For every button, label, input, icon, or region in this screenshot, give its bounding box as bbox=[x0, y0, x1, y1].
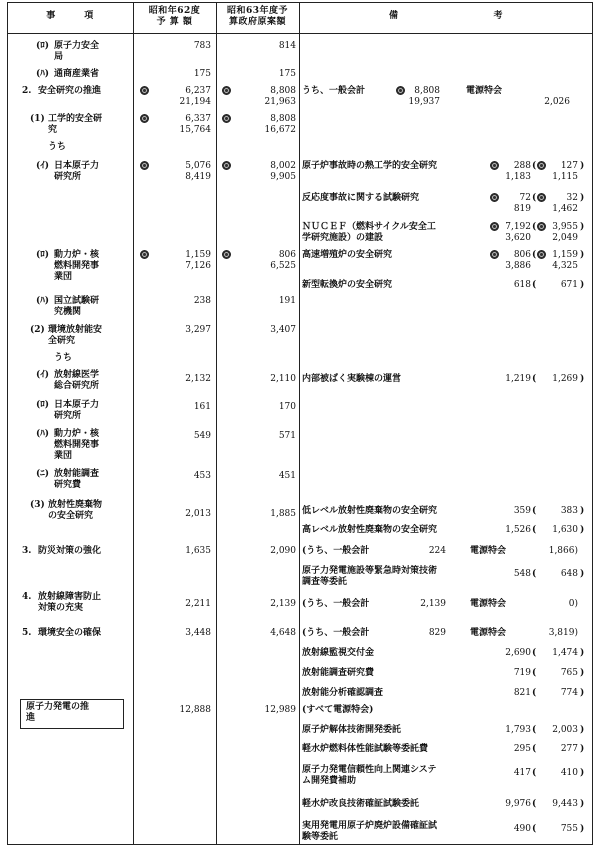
remark-value: 671 bbox=[560, 280, 578, 290]
paren: ) bbox=[580, 506, 585, 516]
fy63-value: 191 bbox=[278, 296, 296, 306]
column-divider bbox=[299, 2, 300, 845]
fy62-value: 161 bbox=[193, 402, 211, 412]
remark-value: 32 bbox=[566, 193, 578, 203]
remark-value: 3,620 bbox=[505, 233, 531, 243]
row-label: 日本原子力 bbox=[54, 161, 100, 171]
fy62-value: 6,337 bbox=[185, 114, 211, 124]
row-mark: 5. bbox=[22, 628, 32, 638]
paren: ( bbox=[532, 161, 537, 171]
fy62-value: 2,132 bbox=[185, 374, 211, 384]
fy63-value: 8,808 bbox=[270, 86, 296, 96]
electric-fund-mark bbox=[140, 114, 149, 123]
row-label: うち bbox=[54, 353, 73, 363]
row-mark: (ﾛ) bbox=[36, 400, 50, 410]
header-divider bbox=[7, 33, 593, 34]
paren: ( bbox=[532, 506, 537, 516]
paren: ) bbox=[580, 222, 585, 232]
remark-text: 放射能分析確認調査 bbox=[302, 688, 384, 698]
row-label: 局 bbox=[54, 52, 64, 62]
remark-value: 4,325 bbox=[552, 261, 578, 271]
remark-value: 383 bbox=[560, 506, 578, 516]
row-label: 動力炉・核 bbox=[54, 429, 100, 439]
header-fy63-line2: 算政府原案額 bbox=[228, 17, 286, 27]
row-label: 放射線障害防止 bbox=[38, 592, 102, 602]
paren: ( bbox=[532, 744, 537, 754]
paren: ) bbox=[580, 668, 585, 678]
fy63-value: 2,139 bbox=[270, 599, 296, 609]
header-fy62-line2: 予 算 額 bbox=[156, 17, 193, 27]
row-label: 動力炉・核 bbox=[54, 250, 100, 260]
fy63-value: 6,525 bbox=[270, 261, 296, 271]
remark-value: 1,793 bbox=[505, 725, 531, 735]
paren: ) bbox=[580, 799, 585, 809]
fy62-value: 453 bbox=[193, 471, 211, 481]
remark-text: 内部被ばく実験棟の運営 bbox=[302, 374, 402, 384]
remark-text: 調査等委託 bbox=[302, 577, 348, 587]
paren: ( bbox=[532, 725, 537, 735]
fy62-value: 15,764 bbox=[179, 125, 211, 135]
fy62-value: 549 bbox=[193, 431, 211, 441]
remark-value: 821 bbox=[513, 688, 531, 698]
remark-value: 774 bbox=[560, 688, 578, 698]
paren: ) bbox=[580, 768, 585, 778]
fy63-value: 451 bbox=[278, 471, 296, 481]
row-mark: (ｲ) bbox=[36, 370, 50, 380]
fy63-value: 3,407 bbox=[270, 325, 296, 335]
row-label: 防災対策の強化 bbox=[38, 546, 102, 556]
row-mark: (ﾊ) bbox=[36, 429, 50, 439]
remark-value: 410 bbox=[560, 768, 578, 778]
fy62-value: 7,126 bbox=[185, 261, 211, 271]
paren: ( bbox=[532, 768, 537, 778]
remark-value: 1,630 bbox=[552, 525, 578, 535]
row-label: 通商産業省 bbox=[54, 69, 100, 79]
section-title: 進 bbox=[26, 713, 36, 723]
paren: ) bbox=[580, 250, 585, 260]
fy63-value: 8,808 bbox=[270, 114, 296, 124]
remark-text: 験等委託 bbox=[302, 832, 339, 842]
fy62-value: 3,448 bbox=[185, 628, 211, 638]
fy63-value: 12,989 bbox=[264, 705, 296, 715]
row-mark: 2. bbox=[22, 86, 32, 96]
paren: ( bbox=[532, 374, 537, 384]
paren: ) bbox=[580, 525, 585, 535]
row-label: 環境安全の確保 bbox=[38, 628, 102, 638]
fy62-value: 5,076 bbox=[185, 161, 211, 171]
fy62-value: 238 bbox=[193, 296, 211, 306]
remark-text: 放射線監視交付金 bbox=[302, 648, 375, 658]
header-item: 事 項 bbox=[46, 11, 94, 21]
remark-value: 1,526 bbox=[505, 525, 531, 535]
fy62-value: 2,013 bbox=[185, 509, 211, 519]
remark-text: (うち、一般会計 bbox=[302, 599, 370, 609]
electric-fund-mark bbox=[222, 86, 231, 95]
row-mark: (2) bbox=[30, 325, 45, 335]
electric-fund-mark bbox=[140, 250, 149, 259]
fy63-value: 170 bbox=[278, 402, 296, 412]
remark-text: 軽水炉燃料体性能試験等委託費 bbox=[302, 744, 429, 754]
row-mark: (ﾆ) bbox=[36, 469, 50, 479]
row-mark: (3) bbox=[30, 500, 45, 510]
fy63-value: 1,885 bbox=[270, 509, 296, 519]
remark-value: 72 bbox=[519, 193, 531, 203]
fy63-value: 9,905 bbox=[270, 172, 296, 182]
remark-value: 1,269 bbox=[552, 374, 578, 384]
fy63-value: 21,963 bbox=[264, 97, 296, 107]
electric-fund-mark bbox=[140, 86, 149, 95]
paren: ) bbox=[580, 374, 585, 384]
remark-value: 1,183 bbox=[505, 172, 531, 182]
row-label: 燃料開発事 bbox=[54, 261, 100, 271]
remark-value: 548 bbox=[513, 569, 531, 579]
fy63-value: 2,110 bbox=[270, 374, 296, 384]
paren: ) bbox=[580, 725, 585, 735]
remark-value: 1,219 bbox=[505, 374, 531, 384]
row-label: 放射能調査 bbox=[54, 469, 100, 479]
remark-text: 新型転換炉の安全研究 bbox=[302, 280, 393, 290]
remark-text: 電源特会 bbox=[470, 628, 507, 638]
row-mark: (ﾊ) bbox=[36, 296, 50, 306]
paren: ) bbox=[580, 161, 585, 171]
row-label: 燃料開発事 bbox=[54, 440, 100, 450]
row-label: 研究所 bbox=[54, 172, 82, 182]
remark-value: 765 bbox=[560, 668, 578, 678]
remark-value: 719 bbox=[513, 668, 531, 678]
electric-fund-mark bbox=[490, 222, 499, 231]
remark-value: 806 bbox=[513, 250, 531, 260]
header-remarks: 備 考 bbox=[388, 11, 503, 21]
remark-text: (うち、一般会計 bbox=[302, 546, 370, 556]
row-label: 究 bbox=[48, 125, 58, 135]
electric-fund-mark bbox=[537, 161, 546, 170]
fy62-value: 21,194 bbox=[179, 97, 211, 107]
paren: ( bbox=[532, 569, 537, 579]
remark-value: 3,955 bbox=[552, 222, 578, 232]
remark-value: 127 bbox=[560, 161, 578, 171]
remark-text: 学研究施設）の建設 bbox=[302, 233, 384, 243]
remark-value: 829 bbox=[428, 628, 446, 638]
remark-value: 7,192 bbox=[505, 222, 531, 232]
remark-text: 電源特会 bbox=[466, 86, 503, 96]
row-mark: 3. bbox=[22, 546, 32, 556]
header-fy63-line1: 昭和63年度予 bbox=[226, 6, 289, 16]
remark-text: 軽水炉改良技術確証試験委託 bbox=[302, 799, 420, 809]
row-mark: (ｲ) bbox=[36, 161, 50, 171]
remark-value: 3,819) bbox=[548, 628, 578, 638]
electric-fund-mark bbox=[537, 222, 546, 231]
fy62-value: 6,237 bbox=[185, 86, 211, 96]
remark-text: 低レベル放射性廃棄物の安全研究 bbox=[302, 506, 438, 516]
remark-text: 高レベル放射性廃棄物の安全研究 bbox=[302, 525, 438, 535]
remark-text: ＮＵＣＥＦ（燃料サイクル安全工 bbox=[302, 222, 436, 232]
fy63-value: 571 bbox=[278, 431, 296, 441]
row-mark: 4. bbox=[22, 592, 32, 602]
paren: ) bbox=[580, 824, 585, 834]
row-label: 究機関 bbox=[54, 307, 82, 317]
paren: ) bbox=[580, 280, 585, 290]
remark-text: 原子力発電施設等緊急時対策技術 bbox=[302, 566, 438, 576]
remark-value: 1,866) bbox=[548, 546, 578, 556]
remark-text: 原子力発電信頼性向上関連システ bbox=[302, 765, 437, 775]
row-label: 環境放射能安 bbox=[48, 325, 103, 335]
fy62-value: 8,419 bbox=[185, 172, 211, 182]
remark-text: うち、一般会計 bbox=[302, 86, 366, 96]
row-label: の安全研究 bbox=[48, 511, 94, 521]
column-divider bbox=[216, 2, 217, 845]
fy63-value: 4,648 bbox=[270, 628, 296, 638]
paren: ( bbox=[532, 668, 537, 678]
remark-text: 原子炉解体技術開発委託 bbox=[302, 725, 402, 735]
paren: ( bbox=[532, 280, 537, 290]
fy62-value: 3,297 bbox=[185, 325, 211, 335]
column-divider bbox=[133, 2, 134, 845]
row-mark: (1) bbox=[30, 114, 45, 124]
remark-value: 2,026 bbox=[544, 97, 570, 107]
remark-value: 2,049 bbox=[552, 233, 578, 243]
row-label: 対策の充実 bbox=[38, 603, 84, 613]
remark-value: 288 bbox=[513, 161, 531, 171]
remark-text: 放射能調査研究費 bbox=[302, 668, 375, 678]
row-label: 工学的安全研 bbox=[48, 114, 103, 124]
paren: ) bbox=[580, 744, 585, 754]
fy62-value: 175 bbox=[193, 69, 211, 79]
electric-fund-mark bbox=[537, 250, 546, 259]
header-fy62-line1: 昭和年62度 bbox=[148, 6, 201, 16]
row-label: 国立試験研 bbox=[54, 296, 100, 306]
row-label: 安全研究の推進 bbox=[38, 86, 102, 96]
remark-value: 0) bbox=[568, 599, 578, 609]
row-mark: (ﾊ) bbox=[36, 69, 50, 79]
row-mark: (ﾛ) bbox=[36, 41, 50, 51]
fy62-value: 12,888 bbox=[179, 705, 211, 715]
electric-fund-mark bbox=[222, 250, 231, 259]
paren: ) bbox=[580, 688, 585, 698]
remark-text: 電源特会 bbox=[470, 599, 507, 609]
row-label: 日本原子力 bbox=[54, 400, 100, 410]
remark-value: 648 bbox=[560, 569, 578, 579]
remark-text: 高速増殖炉の安全研究 bbox=[302, 250, 393, 260]
row-label: 総合研究所 bbox=[54, 381, 100, 391]
row-label: 研究所 bbox=[54, 411, 82, 421]
fy63-value: 175 bbox=[278, 69, 296, 79]
paren: ( bbox=[532, 824, 537, 834]
fy62-value: 1,635 bbox=[185, 546, 211, 556]
remark-text: 電源特会 bbox=[470, 546, 507, 556]
remark-value: 9,443 bbox=[552, 799, 578, 809]
electric-fund-mark bbox=[222, 161, 231, 170]
remark-value: 490 bbox=[513, 824, 531, 834]
fy63-value: 2,090 bbox=[270, 546, 296, 556]
fy63-value: 8,002 bbox=[270, 161, 296, 171]
row-label: 全研究 bbox=[48, 336, 76, 346]
remark-value: 2,139 bbox=[420, 599, 446, 609]
electric-fund-mark bbox=[490, 193, 499, 202]
paren: ( bbox=[532, 193, 537, 203]
remark-value: 19,937 bbox=[408, 97, 440, 107]
electric-fund-mark bbox=[140, 161, 149, 170]
electric-fund-mark bbox=[222, 114, 231, 123]
remark-value: 819 bbox=[513, 204, 531, 214]
remark-value: 1,462 bbox=[552, 204, 578, 214]
remark-value: 224 bbox=[428, 546, 446, 556]
remark-text: (うち、一般会計 bbox=[302, 628, 370, 638]
section-title: 原子力発電の推 bbox=[26, 702, 90, 712]
paren: ( bbox=[532, 648, 537, 658]
paren: ) bbox=[580, 648, 585, 658]
remark-text: 反応度事故に関する試験研究 bbox=[302, 193, 420, 203]
remark-value: 1,115 bbox=[552, 172, 578, 182]
paren: ) bbox=[580, 193, 585, 203]
fy63-value: 16,672 bbox=[264, 125, 296, 135]
fy63-value: 806 bbox=[278, 250, 296, 260]
row-mark: (ﾛ) bbox=[36, 250, 50, 260]
paren: ( bbox=[532, 799, 537, 809]
fy62-value: 783 bbox=[193, 41, 211, 51]
remark-text: ム開発費補助 bbox=[302, 776, 357, 786]
electric-fund-mark bbox=[490, 161, 499, 170]
remark-text: 原子炉事故時の熱工学的安全研究 bbox=[302, 161, 438, 171]
paren: ( bbox=[532, 525, 537, 535]
row-label: 業団 bbox=[54, 272, 73, 282]
remark-value: 359 bbox=[513, 506, 531, 516]
paren: ( bbox=[532, 222, 537, 232]
row-label: 業団 bbox=[54, 451, 73, 461]
remark-value: 1,474 bbox=[552, 648, 578, 658]
paren: ( bbox=[532, 688, 537, 698]
electric-fund-mark bbox=[490, 250, 499, 259]
remark-value: 618 bbox=[513, 280, 531, 290]
row-label: 放射性廃棄物 bbox=[48, 500, 103, 510]
electric-fund-mark bbox=[537, 193, 546, 202]
fy62-value: 1,159 bbox=[185, 250, 211, 260]
fy62-value: 2,211 bbox=[185, 599, 211, 609]
remark-value: 277 bbox=[560, 744, 578, 754]
remark-value: 9,976 bbox=[505, 799, 531, 809]
fy63-value: 814 bbox=[278, 41, 296, 51]
row-label: 放射線医学 bbox=[54, 370, 100, 380]
paren: ( bbox=[532, 250, 537, 260]
remark-text: 実用発電用原子炉廃炉設備確証試 bbox=[302, 821, 438, 831]
row-label: 原子力安全 bbox=[54, 41, 100, 51]
remark-value: 755 bbox=[560, 824, 578, 834]
remark-value: 1,159 bbox=[552, 250, 578, 260]
remark-text: (すべて電源特会) bbox=[302, 705, 374, 715]
remark-value: 2,690 bbox=[505, 648, 531, 658]
remark-value: 2,003 bbox=[552, 725, 578, 735]
row-label: 研究費 bbox=[54, 480, 82, 490]
remark-value: 3,886 bbox=[505, 261, 531, 271]
remark-value: 8,808 bbox=[414, 86, 440, 96]
remark-value: 417 bbox=[513, 768, 531, 778]
row-label: うち bbox=[48, 142, 67, 152]
remark-value: 295 bbox=[513, 744, 531, 754]
paren: ) bbox=[580, 569, 585, 579]
